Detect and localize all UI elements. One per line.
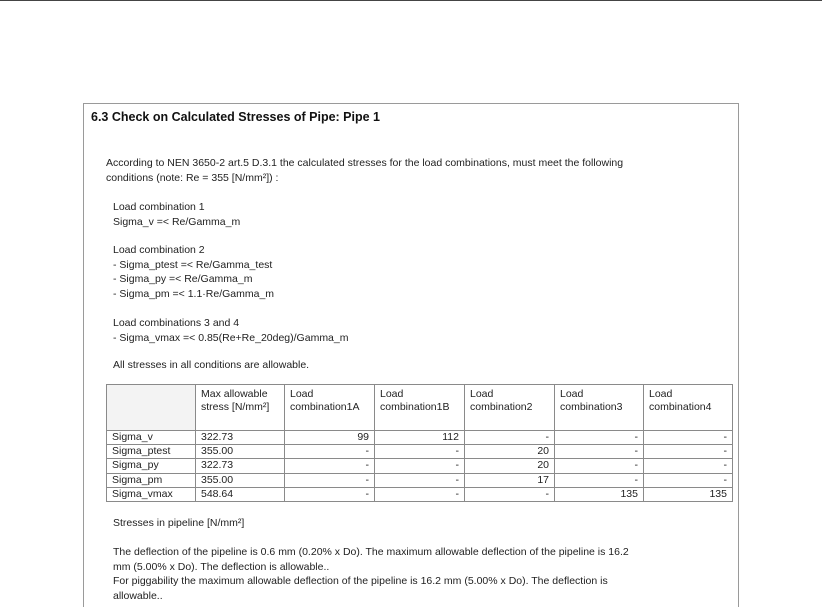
table-cell: - <box>375 487 465 501</box>
table-header-cell: Load combination3 <box>555 385 644 431</box>
deflection-line: allowable.. <box>113 589 163 602</box>
load-combination-heading: Load combination 1 <box>113 201 205 213</box>
allowable-note: All stresses in all conditions are allowable. <box>113 359 310 371</box>
condition-line: - Sigma_vmax =< 0.85(Re+Re_20deg)/Gamma_m <box>113 331 349 344</box>
table-header-row <box>107 385 733 431</box>
table-cell: - <box>644 445 733 459</box>
load-combination-2 <box>113 243 274 301</box>
table-header-cell: Load combination2 <box>465 385 555 431</box>
table-cell: 135 <box>644 487 733 501</box>
table-cell: 135 <box>555 487 644 501</box>
table-row <box>107 487 733 501</box>
table-cell: - <box>285 487 375 501</box>
table-cell: 322.73 <box>196 459 285 473</box>
table-cell: - <box>555 445 644 459</box>
table-header-cell: Load combination4 <box>644 385 733 431</box>
table-header-cell <box>107 385 196 431</box>
table-cell: - <box>285 459 375 473</box>
table-caption: Stresses in pipeline [N/mm²] <box>113 517 245 529</box>
deflection-paragraph <box>113 545 629 603</box>
load-combination-heading: Load combination 2 <box>113 244 205 256</box>
row-label-cell: Sigma_py <box>107 459 196 473</box>
intro-paragraph <box>106 156 623 185</box>
condition-line: - Sigma_py =< Re/Gamma_m <box>113 273 253 285</box>
table-row <box>107 445 733 459</box>
table-cell: - <box>375 445 465 459</box>
table-header-cell: Load combination1A <box>285 385 375 431</box>
row-label-cell: Sigma_pm <box>107 473 196 487</box>
table-row <box>107 473 733 487</box>
intro-line: According to NEN 3650-2 art.5 D.3.1 the calculated stresses for the load combinations, must meet the following <box>106 157 624 169</box>
table-cell: 20 <box>465 445 555 459</box>
table-row <box>107 431 733 445</box>
row-label-cell: Sigma_vmax <box>107 487 196 501</box>
table-cell: - <box>375 473 465 487</box>
table-cell: 322.73 <box>196 431 285 445</box>
table-cell: 112 <box>375 431 465 445</box>
top-rule <box>0 0 822 1</box>
table-cell: - <box>555 473 644 487</box>
deflection-line: mm (5.00% x Do). The deflection is allowable.. <box>113 560 330 573</box>
condition-line: - Sigma_pm =< 1.1·Re/Gamma_m <box>113 287 275 300</box>
table-cell: 99 <box>285 431 375 445</box>
table-cell: - <box>555 431 644 445</box>
section-title: 6.3 Check on Calculated Stresses of Pipe: Pipe 1 <box>91 110 380 124</box>
load-combinations-3-4 <box>113 316 349 345</box>
deflection-line: The deflection of the pipeline is 0.6 mm (0.20% x Do). The maximum allowable deflection of the pipeline is 16.2 <box>113 546 629 558</box>
table-cell: - <box>555 459 644 473</box>
table-cell: 355.00 <box>196 445 285 459</box>
table-cell: - <box>644 431 733 445</box>
intro-line: conditions (note: Re = 355 [N/mm²]) : <box>106 171 279 184</box>
load-combination-heading: Load combinations 3 and 4 <box>113 317 240 329</box>
table-cell: - <box>644 459 733 473</box>
table-cell: - <box>644 473 733 487</box>
row-label-cell: Sigma_ptest <box>107 445 196 459</box>
deflection-line: For piggability the maximum allowable deflection of the pipeline is 16.2 mm (5.00% x Do). The deflection is <box>113 575 608 587</box>
table-cell: - <box>285 473 375 487</box>
table-cell: - <box>285 445 375 459</box>
table-header-cell: Max allowable stress [N/mm²] <box>196 385 285 431</box>
row-label-cell: Sigma_v <box>107 431 196 445</box>
table-cell: 20 <box>465 459 555 473</box>
table-row <box>107 459 733 473</box>
table-cell: 355.00 <box>196 473 285 487</box>
condition-line: Sigma_v =< Re/Gamma_m <box>113 215 241 228</box>
table-header-cell: Load combination1B <box>375 385 465 431</box>
table-cell: - <box>465 431 555 445</box>
condition-line: - Sigma_ptest =< Re/Gamma_test <box>113 258 273 271</box>
table-cell: 17 <box>465 473 555 487</box>
table-cell: - <box>465 487 555 501</box>
stress-table <box>106 384 733 502</box>
table-cell: 548.64 <box>196 487 285 501</box>
table-cell: - <box>375 459 465 473</box>
load-combination-1 <box>113 200 240 229</box>
